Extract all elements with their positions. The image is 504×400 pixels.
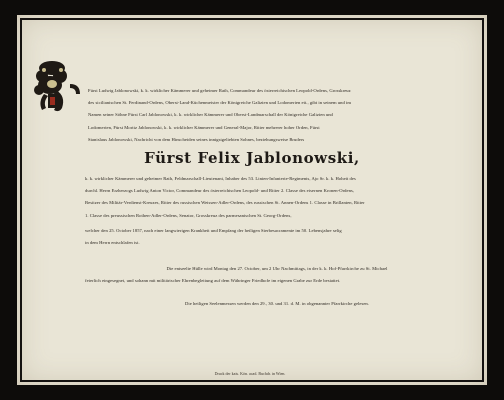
death-line: welcher den 25. October 1857, nach einer langwierigen Krankheit und Empfang der heiligen Sterbesacramente im 50. Lebensjahre selig bbox=[85, 228, 342, 233]
funeral-line: Die entseelte Hülle wird Montag den 27. October, um 2 Uhr Nachmittags, in der k. k. Hof-Pfarrkirche zu St. Michael bbox=[166, 266, 388, 271]
intro-line: Namen seiner Söhne Fürst Carl Jablonowski, k. k. wirklicher Kämmerer und Oberst-Landmarschall der Königreiche Galizien und bbox=[88, 112, 333, 118]
printer-note: Druck der kais. Kön. acad. Buchdr. in Wien. bbox=[214, 371, 286, 376]
title-line: 1. Classe des preussischen Rothen-Adler-Ordens, Senator, Grosskreuz des parmesanischen St. Georg-Ordens, bbox=[85, 212, 292, 218]
intro-line: Fürst Ludwig Jablonowski, k. k. wirklicher Kämmerer und geheimer Rath, Commandeur des österreichischen Leopold-Ordens, Grosskreuz bbox=[88, 88, 351, 93]
intro-line: Stanislaus Jablonowski, Nachricht von dem Hinscheiden seines innigstgeliebten Sohnes, beziehungsweise Bruders bbox=[88, 136, 305, 142]
coat-of-arms-emblem bbox=[30, 58, 82, 114]
intro-line: Lodomerien, Fürst Moritz Jablonowski, k. k. wirklicher Kämmerer und General-Major, Ritter mehrerer hoher Orden, Fürst bbox=[88, 124, 320, 130]
title-line: durchl. Herrn Erzherzogs Ludwig Anton Victor, Commandeur des österreichischen Leopold- und Ritter 2. Classe des eisernen Kronen-Ordens, bbox=[85, 188, 354, 194]
intro-line: des sicilianischen St. Ferdinand-Ordens, Oberst-Land-Küchenmeister der Königreiche Galizien und Lodomerien ett., gibt in seinem und im bbox=[88, 100, 351, 106]
title-line: k. k. wirklicher Kämmerer und geheimer Rath, Feldmarschall-Lieutenant, Inhaber des 53. Linien-Infanterie-Regiments, Ajo Sr. k. k. Hoheit des bbox=[85, 176, 356, 181]
deceased-name-heading: Fürst Felix Jablonowski, bbox=[144, 149, 360, 167]
funeral-line: feierlich eingesegnet, und sohann mit militärischer Ehrenbegleitung auf dem Währinger Friedhofe im eigenen Grabe zur Erde bestattet. bbox=[85, 278, 341, 284]
titles-paragraph bbox=[85, 173, 469, 222]
funeral-paragraph bbox=[85, 263, 469, 287]
death-line: in dem Herrn entschlafen ist. bbox=[85, 240, 140, 246]
mass-announcement: Die heiligen Seelenmessen werden den 29., 30. und 31. d. M. in obgenannter Pfarrkirche gelesen. bbox=[185, 301, 369, 306]
title-line: Besitzer des Militär-Verdienst-Kreuzes, Ritter des russischen Weissen-Adler-Ordens, des russischen St. Annen-Ordens 1. Classe in Brillanten, Ritter bbox=[85, 200, 365, 206]
intro-paragraph bbox=[88, 85, 466, 146]
death-paragraph bbox=[85, 225, 469, 249]
